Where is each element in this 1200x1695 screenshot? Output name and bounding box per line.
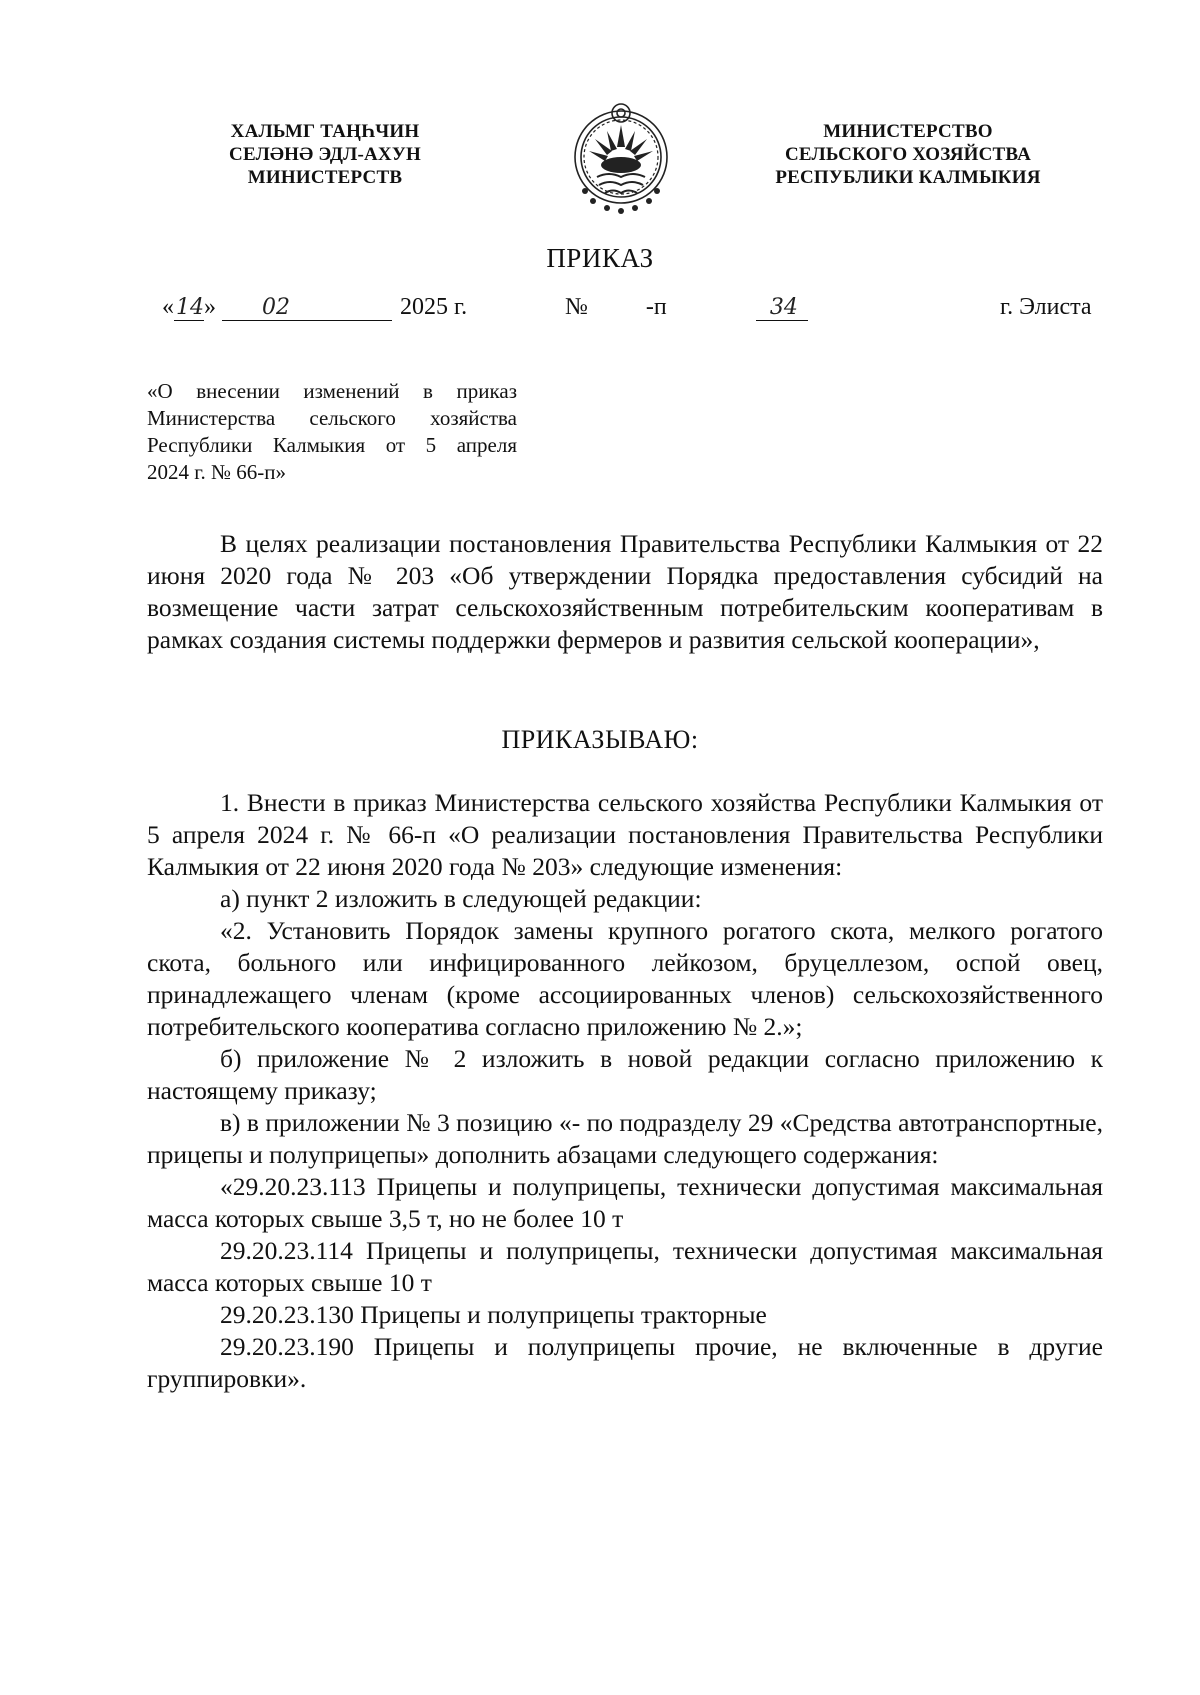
number-field	[756, 294, 808, 321]
date-open-quote: «	[162, 294, 174, 320]
order-number	[565, 294, 798, 321]
order-date	[162, 294, 467, 321]
number-handwritten: 34	[769, 295, 798, 320]
header-right-line: РЕСПУБЛИКИ КАЛМЫКИЯ	[775, 167, 1041, 188]
header-left-line: СЕЛӘНӘ ЭДЛ-АХУН	[229, 144, 421, 165]
preamble-paragraph: В целях реализации постановления Правительства Республики Калмыкия от 22 июня 2020 года № 203 «Об утверждении Порядка предоставления субсидий на возмещение части затрат сельскохозяйственным потребительским кооперативам в рамках создания системы поддержки фермеров и развития сельской кооперации»,	[147, 529, 1103, 654]
header-right-line: СЕЛЬСКОГО ХОЗЯЙСТВА	[784, 144, 1032, 165]
order-body	[147, 787, 1103, 1395]
body-paragraph: а) пункт 2 изложить в следующей редакции:	[220, 884, 702, 913]
header-right-line: МИНИСТЕРСТВО	[823, 121, 993, 142]
body-paragraph: 29.20.23.190 Прицепы и полуприцепы прочие, не включенные в другие группировки».	[147, 1332, 1103, 1393]
date-day-field	[174, 294, 204, 321]
subject-line: Республики Калмыкия от 5 апреля	[147, 433, 517, 457]
header-left-line: ХАЛЬМГ ТАҢҺЧИН	[230, 121, 420, 142]
body-paragraph: в) в приложении № 3 позицию «- по подразделу 29 «Средства автотранспортные, прицепы и полуприцепы» дополнить абзацами следующего содержания:	[147, 1108, 1103, 1169]
date-year: 2025 г.	[400, 294, 468, 320]
number-suffix: -п	[645, 294, 667, 320]
kalmykia-emblem-icon	[567, 95, 675, 219]
ministry-name-russian	[758, 120, 1058, 189]
date-close-quote: »	[204, 294, 216, 320]
body-paragraph: «29.20.23.113 Прицепы и полуприцепы, технически допустимая максимальная масса которых свыше 3,5 т, но не более 10 т	[147, 1172, 1103, 1233]
order-subject	[147, 378, 517, 486]
body-paragraph: «2. Установить Порядок замены крупного рогатого скота, мелкого рогатого скота, больного или инфицированного лейкозом, бруцеллезом, оспой овец, принадлежащего членам (кроме ассоциированных членов) сельскохозяйственного потребительского кооператива согласно приложению № 2.»;	[147, 916, 1103, 1041]
ministry-name-kalmyk	[210, 120, 440, 189]
body-paragraph: 1. Внести в приказ Министерства сельского хозяйства Республики Калмыкия от 5 апреля 2024 г. № 66-п «О реализации постановления Правительства Республики Калмыкия от 22 июня 2020 года № 203» следующие изменения:	[147, 788, 1103, 881]
date-day-handwritten: 14	[176, 295, 204, 320]
document-type-title: ПРИКАЗ	[546, 243, 654, 273]
order-city: г. Элиста	[1000, 294, 1092, 320]
body-paragraph: 29.20.23.130 Прицепы и полуприцепы тракторные	[220, 1300, 767, 1329]
subject-line: «О внесении изменений в приказ	[147, 379, 517, 403]
body-paragraph: 29.20.23.114 Прицепы и полуприцепы, технически допустимая максимальная масса которых свыше 10 т	[147, 1236, 1103, 1297]
date-month-handwritten: 02	[262, 295, 290, 320]
header-left-line: МИНИСТЕРСТВ	[247, 167, 403, 188]
subject-line: 2024 г. № 66-п»	[147, 460, 287, 484]
date-month-field	[222, 294, 392, 321]
body-paragraph: б) приложение № 2 изложить в новой редакции согласно приложению к настоящему приказу;	[147, 1044, 1103, 1105]
subject-line: Министерства сельского хозяйства	[147, 406, 517, 430]
number-sign: №	[565, 294, 588, 320]
preamble	[147, 528, 1103, 656]
order-directive-word: ПРИКАЗЫВАЮ:	[501, 725, 699, 754]
